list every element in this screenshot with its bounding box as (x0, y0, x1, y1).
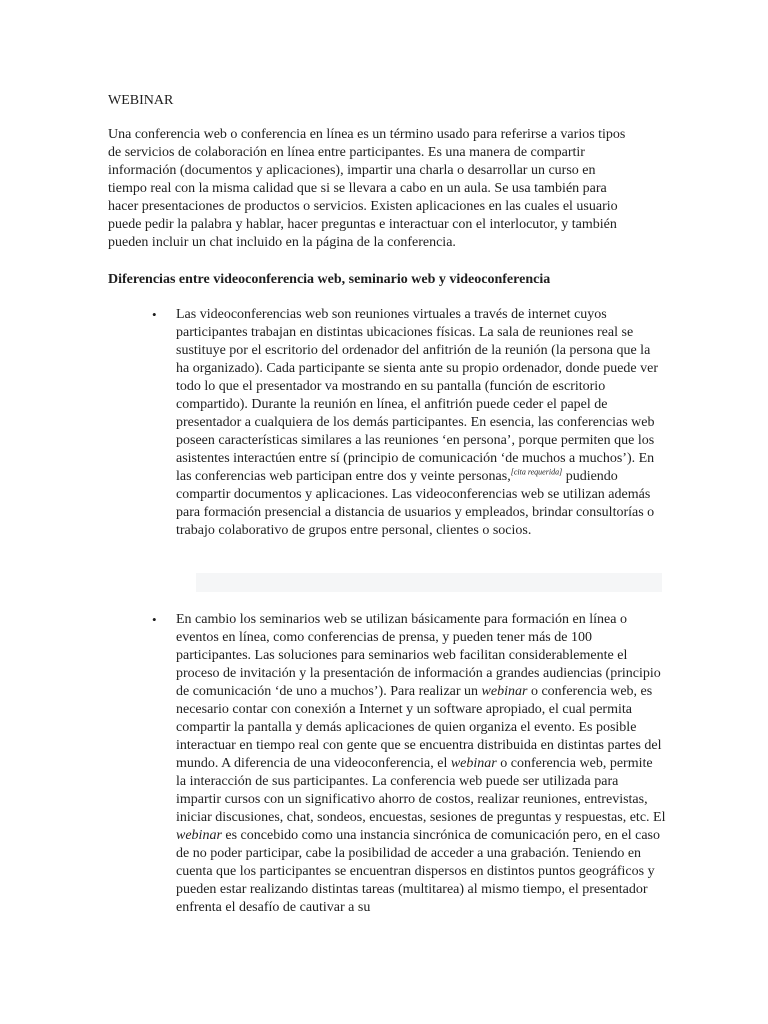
bullet2-text-1: En cambio los seminarios web se utilizan básicamente para formación en línea o eventos en línea, como conferencias de prensa, y pueden tener más de 100 participantes. Las soluciones para seminarios web facilitan considerablemente el proceso de invitación y la presentación de información a grandes audiencias (principio de comunicación ‘de uno a muchos’). Para realizar un (176, 612, 661, 699)
bullet2-text-4: es concebido como una instancia sincrónica de comunicación pero, en el caso de no poder participar, cabe la posibilidad de acceder a una grabación. Teniendo en cuenta que los participantes se encuentran dispersos en distintos puntos geográficos y pueden estar realizando distintas tareas (multitarea) al mismo tiempo, el presentador enfrenta el desafío de cautivar a su (176, 828, 660, 915)
bullet-marker: • (152, 612, 157, 627)
shaded-block (196, 573, 662, 592)
bullet1-text-a: Las videoconferencias web son reuniones virtuales a través de internet cuyos participantes trabajan en distintas ubicaciones físicas. La sala de reuniones real se sustituye por el escritorio del ordenador del anfitrión de la reunión (la persona que la ha organizado). Cada participante se sienta ante su propio ordenador, donde puede ver todo lo que el presentador va mostrando en su pantalla (función de escritorio compartido). Durante la reunión en línea, el anfitrión puede ceder el papel de presentador a cualquiera de los demás participantes. En esencia, las conferencias web poseen características similares a las reuniones ‘en persona’, porque permiten que los asistentes interactúen entre sí (principio de comunicación ‘de muchos a muchos’). En las conferencias web participan entre dos y veinte personas, (176, 307, 659, 484)
webinar-term: webinar (176, 828, 222, 843)
section-heading: Diferencias entre videoconferencia web, seminario web y videoconferencia (108, 272, 551, 287)
bullet-paragraph-seminarios (176, 611, 666, 917)
document-title: WEBINAR (108, 93, 174, 108)
bullet2-text-2: o conferencia web, es necesario contar con conexión a Internet y un software apropiado, el cual permita compartir la pantalla y demás aplicaciones de quien organiza el evento. Es posible interactuar en tiempo real con gente que se encuentra distribuida en distintas partes del mundo. A diferencia de una videoconferencia, el (176, 684, 662, 771)
bullet2-text-3: o conferencia web, permite la interacción de sus participantes. La conferencia web puede ser utilizada para impartir cursos con un significativo ahorro de costos, realizar reuniones, entrevistas, iniciar discusiones, chat, sondeos, encuestas, sesiones de preguntas y respuestas, etc. El (176, 756, 666, 825)
citation-needed-link[interactable]: [cita requerida] (510, 467, 563, 477)
bullet1-text-b: pudiendo compartir documentos y aplicaciones. Las videoconferencias web se utilizan además para formación presencial a distancia de usuarios y empleados, brindar consultorías o trabajo colaborativo de grupos entre personal, clientes o socios. (176, 469, 655, 538)
intro-paragraph: Una conferencia web o conferencia en línea es un término usado para referirse a varios tipos de servicios de colaboración en línea entre participantes. Es una manera de compartir información (documentos y aplicaciones), impartir una charla o desarrollar un curso en tiempo real con la misma calidad que si se llevara a cabo en un aula. Se usa también para hacer presentaciones de productos o servicios. Existen aplicaciones en las cuales el usuario puede pedir la palabra y hablar, hacer preguntas e interactuar con el interlocutor, y también pueden incluir un chat incluido en la página de la conferencia. (108, 127, 626, 250)
webinar-term: webinar (481, 684, 528, 699)
bullet-marker: • (152, 307, 157, 322)
bullet-paragraph-videoconferencias (176, 306, 666, 540)
webinar-term: webinar (450, 756, 497, 771)
